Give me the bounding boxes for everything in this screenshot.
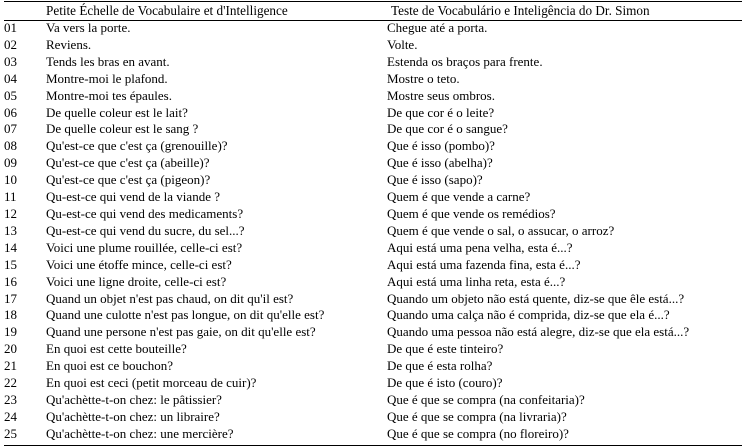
- portuguese-item: Que é que se compra (na confeitaria)?: [387, 391, 585, 407]
- table-row: [4, 37, 738, 54]
- french-item: En quoi est cette bouteille?: [46, 341, 187, 357]
- french-item: Qu-est-ce qui vend du sucre, du sel...?: [46, 222, 245, 238]
- table-row: [4, 71, 738, 88]
- item-number: 05: [4, 87, 17, 103]
- item-number: 23: [4, 391, 17, 407]
- portuguese-item: De que é isto (couro)?: [387, 375, 503, 391]
- item-number: 15: [4, 256, 17, 272]
- french-item: Quand un objet n'est pas chaud, on dit qu'il est?: [46, 290, 294, 306]
- french-item: Qu'est-ce que c'est ça (grenouille)?: [46, 138, 228, 154]
- portuguese-item: Aqui está uma fazenda fina, esta é...?: [387, 256, 581, 272]
- item-number: 01: [4, 20, 17, 35]
- french-item: Qu-est-ce qui vend des medicaments?: [46, 205, 244, 221]
- french-item: Reviens.: [46, 36, 92, 52]
- table-row: [4, 375, 738, 392]
- item-number: 17: [4, 290, 17, 306]
- header-portuguese: Teste de Vocabulário e Inteligência do Dr. Simon: [391, 3, 650, 18]
- items-table: [4, 20, 738, 443]
- item-number: 11: [4, 189, 17, 205]
- table-row: [4, 274, 738, 291]
- table-row: [4, 121, 738, 138]
- portuguese-item: Chegue até a porta.: [387, 20, 488, 35]
- item-number: 22: [4, 375, 17, 391]
- french-item: Va vers la porte.: [46, 20, 131, 35]
- french-item: Qu'achètte-t-on chez: un libraire?: [46, 408, 220, 424]
- item-number: 20: [4, 341, 17, 357]
- item-number: 04: [4, 70, 17, 86]
- header-french: Petite Échelle de Vocabulaire et d'Intelligence: [46, 3, 288, 18]
- item-number: 13: [4, 222, 17, 238]
- item-number: 02: [4, 36, 17, 52]
- table-row: [4, 307, 738, 324]
- portuguese-item: Aqui está uma pena velha, esta é...?: [387, 239, 573, 255]
- portuguese-item: De que cor é o sangue?: [387, 121, 508, 137]
- item-number: 07: [4, 121, 17, 137]
- portuguese-item: Quem é que vende a carne?: [387, 189, 531, 205]
- items-table-body: [4, 20, 738, 443]
- french-item: De quelle coleur est le lait?: [46, 104, 188, 120]
- portuguese-item: Quando um objeto não está quente, diz-se que êle está...?: [387, 290, 685, 306]
- french-item: Qu'est-ce que c'est ça (abeille)?: [46, 155, 210, 171]
- item-number: 09: [4, 155, 17, 171]
- item-number: 14: [4, 239, 17, 255]
- french-item: Voici une plume rouillée, celle-ci est?: [46, 239, 243, 255]
- table-row: [4, 392, 738, 409]
- portuguese-item: Que é que se compra (no floreiro)?: [387, 425, 569, 441]
- item-number: 25: [4, 425, 17, 441]
- french-item: Qu'achètte-t-on chez: une mercière?: [46, 425, 234, 441]
- table-row: [4, 155, 738, 172]
- portuguese-item: Quem é que vende o sal, o assucar, o arroz?: [387, 222, 615, 238]
- portuguese-item: Que é isso (sapo)?: [387, 172, 483, 188]
- table-row: [4, 223, 738, 240]
- table-row: [4, 172, 738, 189]
- portuguese-item: Mostre o teto.: [387, 70, 460, 86]
- portuguese-item: Mostre seus ombros.: [387, 87, 495, 103]
- item-number: 18: [4, 307, 17, 323]
- portuguese-item: Que é isso (abelha)?: [387, 155, 493, 171]
- portuguese-item: Estenda os braços para frente.: [387, 53, 543, 69]
- table-row: [4, 240, 738, 257]
- portuguese-item: Volte.: [387, 36, 418, 52]
- french-item: Qu-est-ce qui vend de la viande ?: [46, 189, 220, 205]
- table-row: [4, 88, 738, 105]
- table-row: [4, 257, 738, 274]
- portuguese-item: Que é isso (pombo)?: [387, 138, 495, 154]
- table-row: [4, 291, 738, 308]
- portuguese-item: Aqui está uma linha reta, esta é...?: [387, 273, 566, 289]
- french-item: En quoi est ceci (petit morceau de cuir)?: [46, 375, 257, 391]
- portuguese-item: De que é esta rolha?: [387, 358, 493, 374]
- table-row: [4, 20, 738, 37]
- french-item: Voici une ligne droite, celle-ci est?: [46, 273, 227, 289]
- french-item: Voici une étoffe mince, celle-ci est?: [46, 256, 232, 272]
- table-row: [4, 426, 738, 443]
- item-number: 21: [4, 358, 17, 374]
- french-item: Montre-moi le plafond.: [46, 70, 168, 86]
- portuguese-item: De que cor é o leite?: [387, 104, 495, 120]
- portuguese-item: Que é que se compra (na livraria)?: [387, 408, 567, 424]
- item-number: 19: [4, 324, 17, 340]
- portuguese-item: Quando uma calça não é comprida, diz-se que ela é...?: [387, 307, 670, 323]
- table-row: [4, 105, 738, 122]
- french-item: De quelle coleur est le sang ?: [46, 121, 199, 137]
- portuguese-item: Quem é que vende os remédios?: [387, 205, 556, 221]
- table-row: [4, 189, 738, 206]
- item-number: 08: [4, 138, 17, 154]
- table-row: [4, 358, 738, 375]
- table-row: [4, 138, 738, 155]
- french-item: Montre-moi tes épaules.: [46, 87, 172, 103]
- item-number: 24: [4, 408, 17, 424]
- french-item: Quand une persone n'est pas gaie, on dit qu'elle est?: [46, 324, 316, 340]
- item-number: 06: [4, 104, 17, 120]
- french-item: Qu'achètte-t-on chez: le pâtissier?: [46, 391, 222, 407]
- table-row: [4, 54, 738, 71]
- french-item: En quoi est ce bouchon?: [46, 358, 174, 374]
- item-number: 03: [4, 53, 17, 69]
- french-item: Qu'est-ce que c'est ça (pigeon)?: [46, 172, 211, 188]
- portuguese-item: De que é este tinteiro?: [387, 341, 504, 357]
- item-number: 10: [4, 172, 17, 188]
- french-item: Quand une culotte n'est pas longue, on dit qu'elle est?: [46, 307, 325, 323]
- table-row: [4, 409, 738, 426]
- table-row: [4, 324, 738, 341]
- portuguese-item: Quando uma pessoa não está alegre, diz-se que ela está...?: [387, 324, 690, 340]
- table-row: [4, 341, 738, 358]
- table-row: [4, 206, 738, 223]
- item-number: 12: [4, 205, 17, 221]
- item-number: 16: [4, 273, 17, 289]
- french-item: Tends les bras en avant.: [46, 53, 170, 69]
